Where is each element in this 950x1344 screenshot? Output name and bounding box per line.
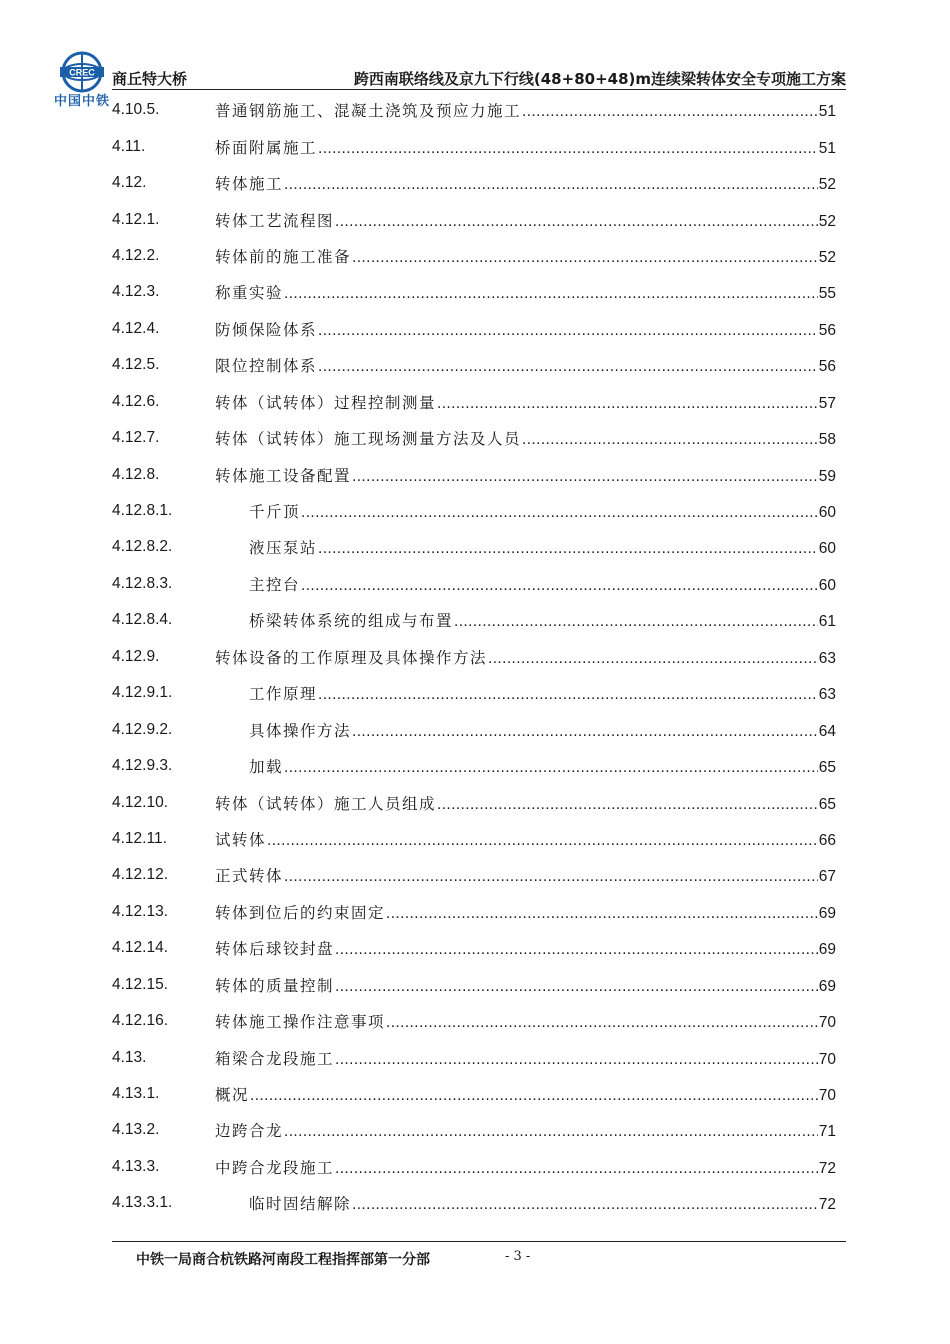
toc-entry-page: 69 [818,977,836,995]
logo-caption: 中国中铁 [53,94,110,109]
toc-entry-page: 72 [818,1196,836,1214]
toc-entry-body [215,573,836,595]
toc-entry-body [215,1156,836,1178]
toc-entry-body [215,646,836,668]
toc-entry-number: 4.12.9.3. [112,757,173,775]
toc-entry-page: 63 [818,649,836,667]
toc-entry[interactable] [112,201,836,237]
toc-leader-dots [335,978,818,996]
toc-leader-dots [386,1014,818,1032]
toc-entry-number: 4.12. [112,174,147,192]
toc-entry-body [215,245,836,267]
toc-entry-page: 63 [818,686,836,704]
toc-entry-title: 箱梁合龙段施工 [215,1049,335,1068]
toc-entry-page: 65 [818,759,836,777]
toc-leader-dots [318,322,818,340]
toc-entry-body [215,937,836,959]
toc-entry-body [215,1047,836,1069]
toc-entry-body [215,500,836,522]
crec-logo-icon [50,50,114,94]
toc-entry[interactable] [112,1039,836,1075]
toc-leader-dots [454,613,818,631]
toc-entry[interactable] [112,92,836,128]
header-document-title: 跨西南联络线及京九下行线(48+80+48)m连续梁转体安全专项施工方案 [353,70,846,88]
toc-entry-body [215,719,836,741]
toc-entry-title: 转体设备的工作原理及具体操作方法 [215,648,488,667]
toc-entry-page: 69 [818,941,836,959]
toc-entry-number: 4.12.2. [112,246,160,264]
toc-entry[interactable] [112,1003,836,1039]
toc-entry-number: 4.12.15. [112,975,169,993]
toc-entry-page: 70 [818,1087,836,1105]
toc-entry-title: 边跨合龙 [215,1122,284,1141]
toc-entry-title: 转体前的施工准备 [215,247,352,266]
toc-entry-page: 65 [818,795,836,813]
toc-leader-dots [267,832,818,850]
toc-entry[interactable] [112,165,836,201]
toc-entry-title: 临时固结解除 [249,1195,352,1214]
toc-leader-dots [318,686,818,704]
toc-entry-page: 52 [818,176,836,194]
toc-entry-number: 4.12.14. [112,939,169,957]
toc-entry-title: 具体操作方法 [249,721,352,740]
toc-entry-number: 4.12.6. [112,392,160,410]
toc-entry-page: 57 [818,394,836,412]
toc-entry-number: 4.13.3. [112,1157,160,1175]
toc-entry-title: 转体（试转体）过程控制测量 [215,393,437,412]
toc-entry-title: 普通钢筋施工、混凝土浇筑及预应力施工 [215,102,522,121]
toc-entry[interactable] [112,748,836,784]
toc-entry[interactable] [112,894,836,930]
toc-leader-dots [301,504,818,522]
toc-entry-body [215,828,836,850]
toc-entry-body [215,974,836,996]
toc-entry-number: 4.12.1. [112,210,160,228]
toc-entry-body [215,792,836,814]
toc-entry-number: 4.13.2. [112,1121,160,1139]
toc-entry-body [215,136,836,158]
toc-entry-page: 67 [818,868,836,886]
toc-leader-dots [318,140,818,158]
toc-entry[interactable] [112,821,836,857]
toc-entry-number: 4.12.16. [112,1012,169,1030]
toc-entry[interactable] [112,1076,836,1112]
toc-entry[interactable] [112,238,836,274]
toc-entry-page: 70 [818,1014,836,1032]
toc-entry-number: 4.12.8.1. [112,502,173,520]
toc-leader-dots [318,540,818,558]
toc-entry-number: 4.12.5. [112,356,160,374]
toc-entry-title: 转体到位后的约束固定 [215,903,386,922]
toc-entry[interactable] [112,384,836,420]
toc-entry-title: 转体（试转体）施工人员组成 [215,794,437,813]
toc-entry-number: 4.12.8.4. [112,611,173,629]
toc-entry-title: 转体施工操作注意事项 [215,1013,386,1032]
toc-entry[interactable] [112,1112,836,1148]
toc-entry[interactable] [112,784,836,820]
toc-leader-dots [352,723,818,741]
toc-entry-page: 66 [818,831,836,849]
footer-page-number: - 3 - [505,1249,531,1264]
toc-entry-number: 4.12.3. [112,283,160,301]
toc-entry-title: 转体的质量控制 [215,976,335,995]
toc-entry-page: 56 [818,321,836,339]
toc-leader-dots [284,285,818,303]
toc-entry-body [215,1083,836,1105]
toc-entry[interactable] [112,930,836,966]
toc-entry-page: 59 [818,467,836,485]
toc-leader-dots [284,868,818,886]
toc-entry-body [215,1119,836,1141]
toc-entry-number: 4.12.8.3. [112,574,173,592]
toc-entry-page: 64 [818,722,836,740]
toc-entry-page: 52 [818,248,836,266]
toc-entry-page: 72 [818,1159,836,1177]
footer-divider [112,1241,846,1242]
toc-entry-number: 4.12.12. [112,866,169,884]
toc-entry-page: 60 [818,540,836,558]
toc-entry[interactable] [112,420,836,456]
toc-entry-title: 称重实验 [215,284,284,303]
toc-leader-dots [352,249,818,267]
toc-entry[interactable] [112,311,836,347]
toc-entry-number: 4.10.5. [112,101,160,119]
toc-entry-body [215,1192,836,1214]
toc-entry-page: 51 [818,139,836,157]
toc-entry[interactable] [112,566,836,602]
toc-leader-dots [284,759,818,777]
toc-entry-body [215,209,836,231]
toc-entry-title: 概况 [215,1086,250,1105]
toc-entry-title: 桥梁转体系统的组成与布置 [249,612,454,631]
table-of-contents [112,92,836,1222]
toc-leader-dots [318,358,818,376]
toc-leader-dots [284,1123,818,1141]
toc-entry-page: 71 [818,1123,836,1141]
toc-entry-number: 4.13.1. [112,1085,160,1103]
toc-entry-page: 60 [818,504,836,522]
toc-entry-body [215,1010,836,1032]
toc-entry-title: 液压泵站 [249,539,318,558]
toc-entry-number: 4.12.13. [112,902,169,920]
toc-entry-page: 56 [818,358,836,376]
toc-leader-dots [352,468,818,486]
toc-leader-dots [522,103,818,121]
toc-leader-dots [301,577,818,595]
toc-entry-page: 52 [818,212,836,230]
toc-entry-title: 中跨合龙段施工 [215,1158,335,1177]
toc-entry-title: 千斤顶 [249,503,301,522]
header-project-name: 商丘特大桥 [112,70,188,88]
toc-entry-number: 4.11. [112,137,146,155]
toc-entry-number: 4.12.11. [112,829,167,847]
toc-entry-body [215,318,836,340]
svg-text:CREC: CREC [69,67,95,78]
toc-leader-dots [386,905,818,923]
toc-leader-dots [522,431,818,449]
toc-entry-body [215,354,836,376]
toc-entry-title: 转体（试转体）施工现场测量方法及人员 [215,430,522,449]
toc-entry-body [215,464,836,486]
toc-leader-dots [284,176,818,194]
toc-entry-number: 4.12.9.1. [112,684,173,702]
toc-entry-page: 61 [818,613,836,631]
toc-entry[interactable] [112,602,836,638]
toc-entry-body [215,901,836,923]
toc-entry[interactable] [112,675,836,711]
toc-entry[interactable] [112,128,836,164]
toc-leader-dots [437,796,818,814]
toc-entry[interactable] [112,639,836,675]
toc-entry-body [215,427,836,449]
toc-entry-title: 转体施工 [215,175,284,194]
toc-entry-title: 转体施工设备配置 [215,466,352,485]
toc-entry-title: 桥面附属施工 [215,138,318,157]
toc-entry-page: 70 [818,1050,836,1068]
toc-entry[interactable] [112,711,836,747]
toc-entry[interactable] [112,493,836,529]
toc-leader-dots [335,1051,818,1069]
toc-entry-title: 转体工艺流程图 [215,211,335,230]
toc-entry-number: 4.12.8. [112,465,160,483]
toc-entry-body [215,172,836,194]
toc-entry[interactable] [112,347,836,383]
toc-entry-title: 正式转体 [215,867,284,886]
toc-entry-title: 加载 [249,758,284,777]
toc-entry-title: 转体后球铰封盘 [215,940,335,959]
toc-entry[interactable] [112,529,836,565]
toc-entry[interactable] [112,1185,836,1221]
toc-leader-dots [352,1196,818,1214]
toc-entry-body [215,755,836,777]
toc-entry-number: 4.13. [112,1048,147,1066]
toc-entry[interactable] [112,967,836,1003]
toc-entry-page: 69 [818,904,836,922]
toc-entry-page: 51 [818,103,836,121]
toc-entry-body [215,864,836,886]
toc-leader-dots [335,213,818,231]
toc-leader-dots [335,1160,818,1178]
toc-leader-dots [335,941,818,959]
toc-entry-title: 试转体 [215,830,267,849]
toc-entry-body [215,609,836,631]
toc-entry-number: 4.12.7. [112,429,160,447]
toc-entry-number: 4.12.4. [112,319,160,337]
toc-entry-title: 限位控制体系 [215,357,318,376]
toc-leader-dots [488,650,818,668]
toc-entry-number: 4.13.3.1. [112,1194,173,1212]
toc-entry-body [215,281,836,303]
toc-entry-page: 55 [818,285,836,303]
toc-entry[interactable] [112,1149,836,1185]
footer-organization: 中铁一局商合杭铁路河南段工程指挥部第一分部 [136,1252,430,1268]
toc-entry[interactable] [112,857,836,893]
toc-entry-body [215,391,836,413]
toc-entry-number: 4.12.9. [112,647,160,665]
toc-entry-page: 60 [818,576,836,594]
toc-entry-body [215,536,836,558]
toc-entry-body [215,682,836,704]
toc-entry-number: 4.12.10. [112,793,169,811]
toc-entry-title: 主控台 [249,575,301,594]
toc-entry-body [215,99,836,121]
toc-entry-title: 防倾保险体系 [215,320,318,339]
toc-entry-title: 工作原理 [249,685,318,704]
toc-entry[interactable] [112,274,836,310]
toc-leader-dots [250,1087,818,1105]
toc-entry-page: 58 [818,431,836,449]
header-divider [112,89,846,90]
toc-entry-number: 4.12.9.2. [112,720,173,738]
toc-entry[interactable] [112,456,836,492]
toc-entry-number: 4.12.8.2. [112,538,173,556]
toc-leader-dots [437,395,818,413]
